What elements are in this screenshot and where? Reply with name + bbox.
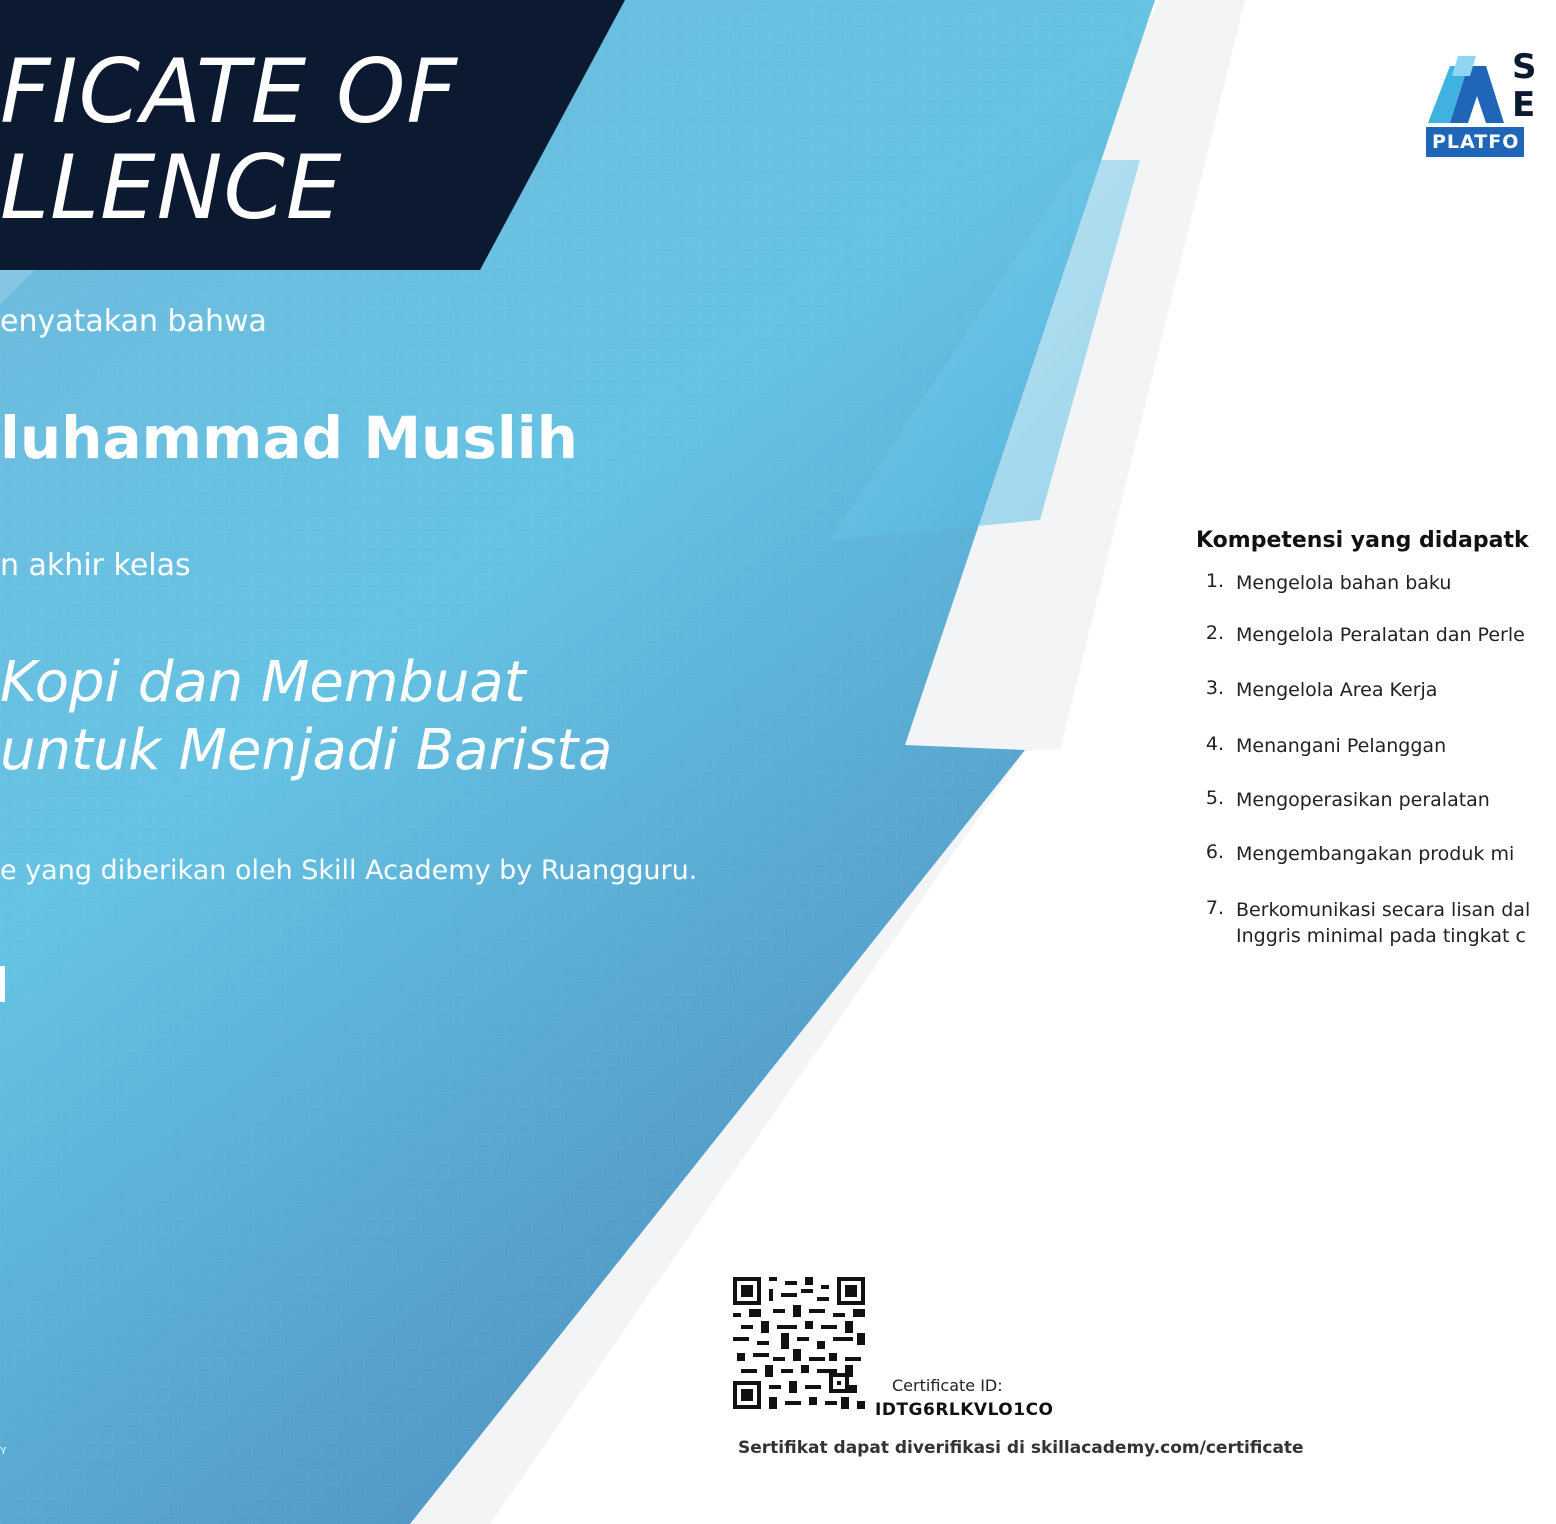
list-item-number: 5. (1205, 787, 1224, 809)
certificate-id-value: IDTG6RLKVLO1CO (875, 1400, 1054, 1420)
list-item-text: Menangani Pelanggan (1236, 735, 1447, 757)
list-item-text: Mengelola Area Kerja (1236, 679, 1438, 701)
list-item-text: Mengelola bahan baku (1236, 572, 1452, 594)
logo-letter-bottom: E (1512, 85, 1536, 125)
recipient-name: luhammad Muslih (0, 404, 578, 472)
list-item-text: Berkomunikasi secara lisan dal (1236, 899, 1531, 921)
list-item-text-continued: Inggris minimal pada tingkat c (1236, 925, 1526, 947)
qr-code-icon[interactable] (733, 1277, 865, 1409)
footer-mark: Y (0, 1446, 7, 1457)
intro-text: enyatakan bahwa (0, 304, 267, 339)
list-item-text: Mengembangakan produk mi (1236, 843, 1515, 865)
competencies-title: Kompetensi yang didapatk (1196, 528, 1529, 553)
list-item-number: 3. (1205, 677, 1224, 699)
course-title-line1: Kopi dan Membuat (0, 650, 526, 715)
list-item-number: 1. (1205, 570, 1224, 592)
logo-letter-top: S (1512, 47, 1537, 87)
list-item-number: 6. (1205, 841, 1224, 863)
competencies-list (1196, 0, 1531, 1000)
completion-text: n akhir kelas (0, 548, 191, 583)
certificate-title-line1: FICATE OF (0, 40, 459, 143)
certificate-id-label: Certificate ID: (892, 1376, 1003, 1395)
list-item-number: 2. (1205, 622, 1224, 644)
issuer-text: e yang diberikan oleh Skill Academy by Ruangguru. (0, 855, 698, 886)
course-title-line2: untuk Menjadi Barista (0, 718, 613, 783)
verification-link-text[interactable]: Sertifikat dapat diverifikasi di skillacademy.com/certificate (738, 1438, 1304, 1458)
list-item-text: Mengoperasikan peralatan (1236, 789, 1490, 811)
list-item-text: Mengelola Peralatan dan Perle (1236, 624, 1525, 646)
list-item-number: 7. (1205, 897, 1224, 919)
signature-fragment (0, 966, 5, 1002)
list-item-number: 4. (1205, 733, 1224, 755)
certificate-title-line2: LLENCE (0, 136, 343, 239)
logo-badge: PLATFO (1426, 127, 1524, 157)
